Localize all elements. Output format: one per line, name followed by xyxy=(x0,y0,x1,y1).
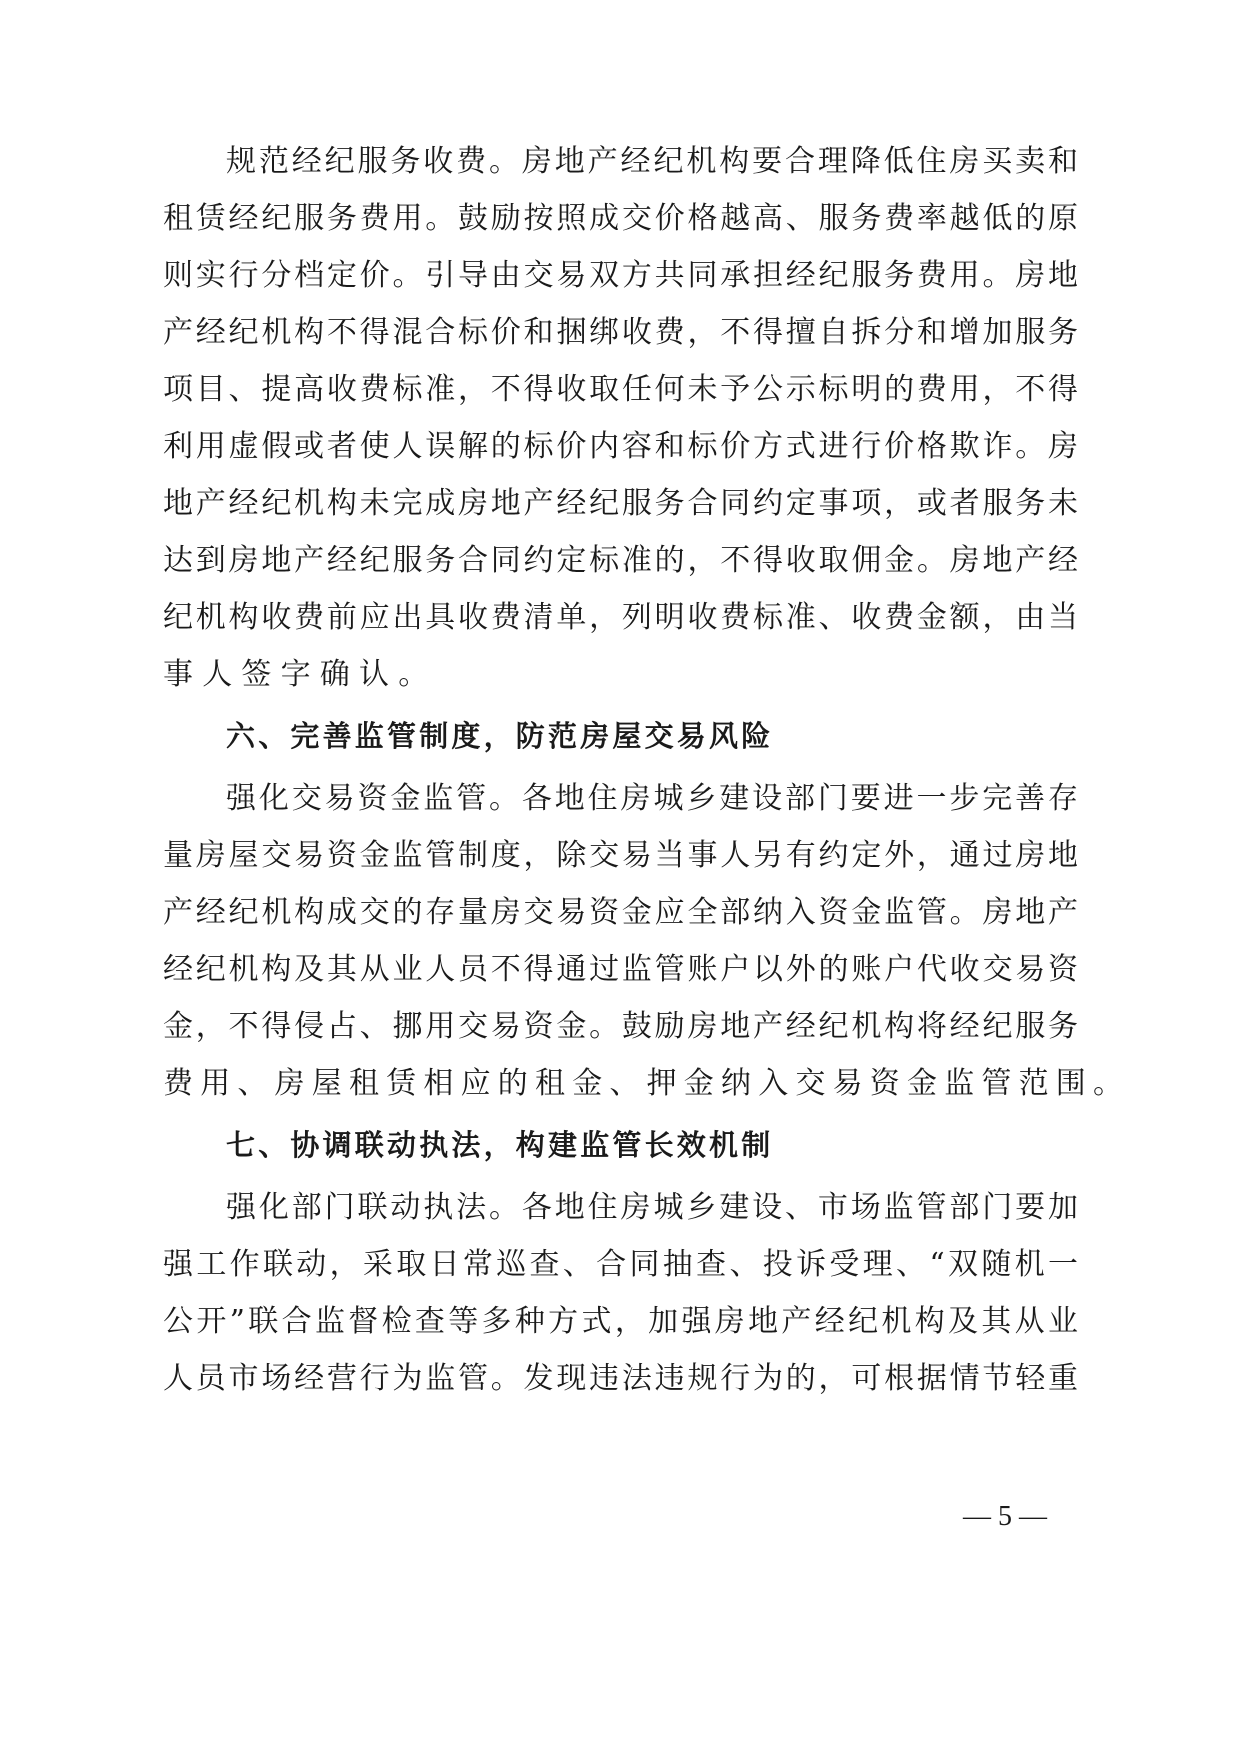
paragraph-line: 规范经纪服务收费。房地产经纪机构要合理降低住房买卖和 xyxy=(226,144,1078,179)
page-number: — 5 — xyxy=(963,1501,1047,1532)
paragraph-line: 量房屋交易资金监管制度，除交易当事人另有约定外，通过房地 xyxy=(163,838,1078,873)
paragraph-line: 事人签字确认。 xyxy=(163,657,438,692)
section-heading: 七、协调联动执法，构建监管长效机制 xyxy=(226,1128,774,1162)
paragraph-line: 租赁经纪服务费用。鼓励按照成交价格越高、服务费率越低的原 xyxy=(163,201,1078,236)
paragraph-line: 纪机构收费前应出具收费清单，列明收费标准、收费金额，由当 xyxy=(163,600,1078,635)
paragraph-line: 强工作联动，采取日常巡查、合同抽查、投诉受理、“双随机一 xyxy=(163,1247,1078,1282)
paragraph-line: 达到房地产经纪服务合同约定标准的，不得收取佣金。房地产经 xyxy=(163,543,1078,578)
paragraph-line: 费用、房屋租赁相应的租金、押金纳入交易资金监管范围。 xyxy=(163,1066,1131,1101)
paragraph-line: 则实行分档定价。引导由交易双方共同承担经纪服务费用。房地 xyxy=(163,258,1078,293)
paragraph-line: 项目、提高收费标准，不得收取任何未予公示标明的费用，不得 xyxy=(163,372,1078,407)
paragraph-line: 利用虚假或者使人误解的标价内容和标价方式进行价格欺诈。房 xyxy=(163,429,1078,464)
paragraph-line: 强化交易资金监管。各地住房城乡建设部门要进一步完善存 xyxy=(226,781,1078,816)
paragraph-line: 金，不得侵占、挪用交易资金。鼓励房地产经纪机构将经纪服务 xyxy=(163,1009,1078,1044)
paragraph-line: 人员市场经营行为监管。发现违法违规行为的，可根据情节轻重 xyxy=(163,1361,1078,1396)
paragraph-line: 地产经纪机构未完成房地产经纪服务合同约定事项，或者服务未 xyxy=(163,486,1078,521)
paragraph-line: 公开”联合监督检查等多种方式，加强房地产经纪机构及其从业 xyxy=(163,1304,1078,1339)
paragraph-line: 产经纪机构成交的存量房交易资金应全部纳入资金监管。房地产 xyxy=(163,895,1078,930)
paragraph-line: 产经纪机构不得混合标价和捆绑收费，不得擅自拆分和增加服务 xyxy=(163,315,1078,350)
section-heading: 六、完善监管制度，防范房屋交易风险 xyxy=(226,719,774,753)
paragraph-line: 经纪机构及其从业人员不得通过监管账户以外的账户代收交易资 xyxy=(163,952,1078,987)
paragraph-line: 强化部门联动执法。各地住房城乡建设、市场监管部门要加 xyxy=(226,1190,1078,1225)
